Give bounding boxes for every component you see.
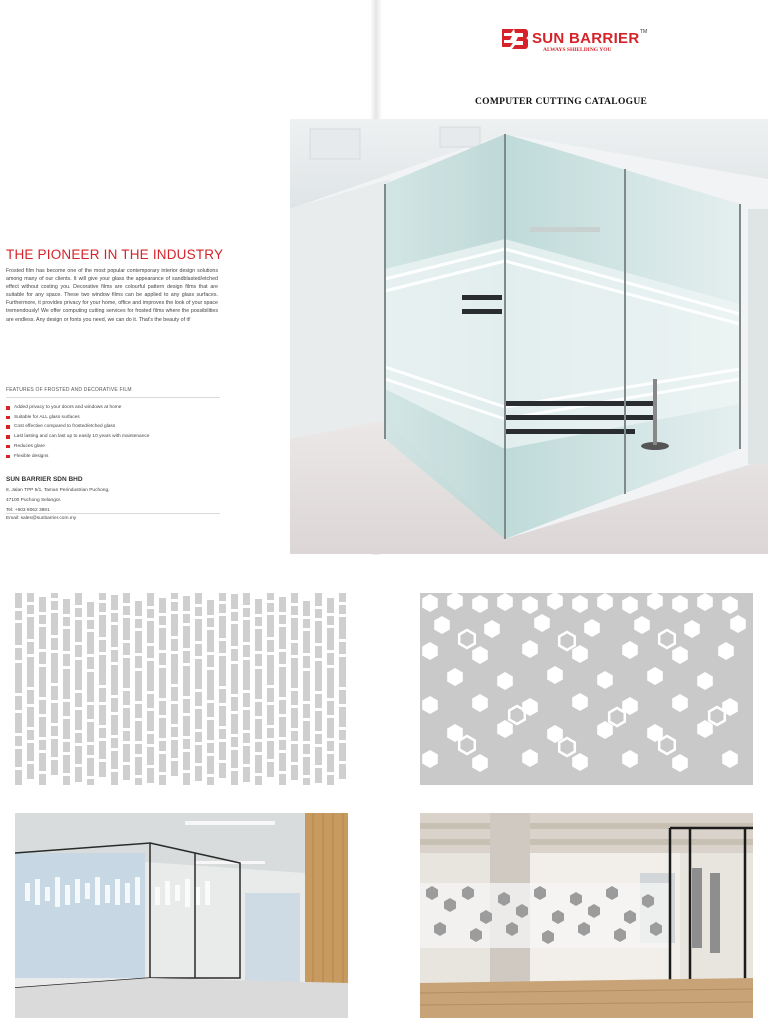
divider: [6, 513, 220, 514]
left-page: [0, 0, 290, 555]
glass-office-hexagon-photo: [420, 813, 753, 1018]
email-address: Email: sales@sunbarrier.com.my: [6, 516, 77, 521]
hexagon-pattern: [420, 593, 753, 785]
bullet-icon: [6, 445, 10, 449]
glass-office-bars-illustration: [15, 813, 348, 1018]
phone-number: Tel: +603 8062 3891: [6, 508, 50, 513]
bullet-icon: [6, 425, 10, 429]
hexagon-pattern-graphic: [420, 593, 753, 785]
company-name: SUN BARRIER SDN BHD: [6, 476, 83, 483]
divider: [6, 397, 220, 398]
glass-office-bars-photo: [15, 813, 348, 1018]
feature-item: Suitable for ALL glass surfaces: [6, 413, 149, 423]
bullet-icon: [6, 435, 10, 439]
intro-paragraph: Frosted film has become one of the most popular contemporary interior design solutions among many of our clients. It will give your glass the appearance of sandblasted/etched effect without costing you. Decorative films are colourful pattern design films that are suitable for any space. These two window films can be applied to any glass surfaces. Furthermore, it provides privacy for your home, office and improves the look of your space tremendously! We offer computing cutting services for frosted films where the possibilities are endless. Any design or fonts you need, we can do it. That's the beauty of it!: [6, 268, 218, 323]
logo-mark-icon: [499, 27, 529, 51]
trademark: TM: [640, 29, 648, 35]
bullet-icon: [6, 406, 10, 410]
features-title: FEATURES OF FROSTED AND DECORATIVE FILM: [6, 387, 132, 393]
feature-item: Added privacy to your doors and windows at home: [6, 403, 149, 413]
feature-item: Reduces glare: [6, 442, 149, 452]
headline: THE PIONEER IN THE INDUSTRY: [6, 247, 224, 262]
catalogue-title: COMPUTER CUTTING CATALOGUE: [475, 97, 648, 107]
glass-office-hexagon-illustration: [420, 813, 753, 1018]
office-glass-corner-photo: [290, 119, 768, 554]
vertical-bars-pattern: [15, 593, 348, 785]
bars-pattern-graphic: [15, 593, 348, 785]
bullet-icon: [6, 455, 10, 459]
feature-item: Flexible designs: [6, 452, 149, 462]
brand-name: SUN BARRIER: [532, 30, 640, 47]
sun-barrier-logo: [499, 27, 649, 61]
office-photo-illustration: [290, 119, 768, 554]
feature-item: Last lasting and can last up to easily 10 years with maintenance: [6, 432, 149, 442]
company-address: 8, Jalan TPP 5/1, Taman Perindustrian Puchong, 47100 Puchong Selangor. Tel: +603 8062 3891: [6, 486, 109, 516]
feature-item: Cost effective compared to frosted/etched glass: [6, 422, 149, 432]
brand-tagline: ALWAYS SHIELDING YOU: [543, 47, 612, 53]
features-list: [6, 403, 149, 461]
bullet-icon: [6, 416, 10, 420]
